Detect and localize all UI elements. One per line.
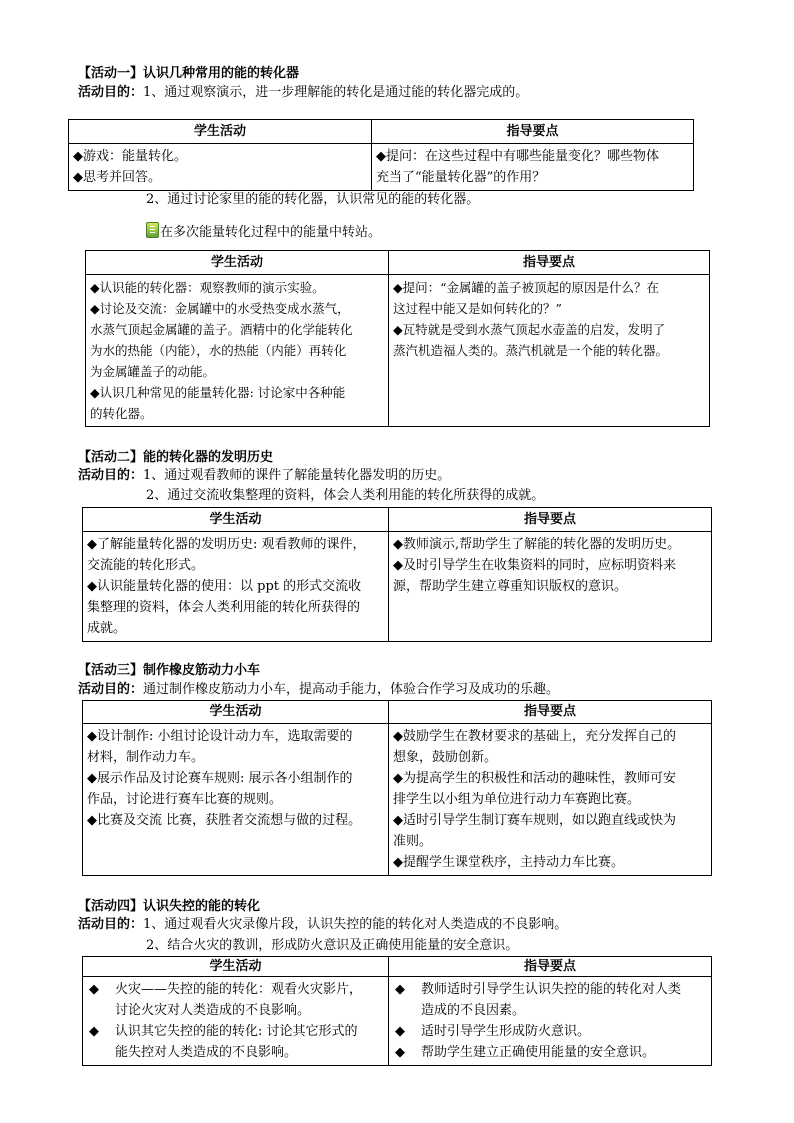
guide-points-cell	[389, 275, 710, 427]
activity2-purpose	[78, 467, 450, 484]
guide-points-cell	[389, 724, 712, 876]
activity3-table	[82, 700, 712, 876]
cell-line: ◆鼓励学生在教材要求的基础上，充分发挥自己的	[393, 729, 676, 744]
cell-line: ◆适时引导学生制订赛车规则，如以跑直线或快为	[393, 813, 676, 828]
cell-line: 想象，鼓励创新。	[393, 750, 498, 765]
cell-line: ◆及时引导学生在收集资料的同时，应标明资料来	[393, 558, 676, 573]
student-activity-cell	[69, 144, 372, 191]
activity4-purpose2: 2、结合火灾的教训，形成防火意识及正确使用能量的安全意识。	[146, 938, 519, 953]
col-header-guide: 指导要点	[389, 251, 710, 275]
purpose-label: 活动目的：	[78, 917, 144, 932]
cell-line: 集整理的资料，体会人类利用能的转化所获得的	[87, 600, 361, 615]
activity3-purpose	[78, 681, 559, 698]
purpose-text: 1、通过观察演示，进一步理解能的转化是通过能的转化器完成的。	[143, 85, 529, 100]
col-header-guide: 指导要点	[389, 957, 712, 977]
cell-line: ◆提问：“金属罐的盖子被顶起的原因是什么？在	[393, 280, 660, 295]
cell-line: ◆认识能的转化器：观察教师的演示实验。	[90, 280, 325, 295]
cell-line: ◆设计制作: 小组讨论设计动力车，选取需要的	[87, 729, 353, 744]
cell-line: 作品，讨论进行赛车比赛的规则。	[87, 792, 283, 807]
cell-line: ◆认识能量转化器的使用：以 ppt 的形式交流收	[87, 579, 362, 594]
activity1-purpose2: 2、通过讨论家里的能的转化器，认识常见的能的转化器。	[146, 192, 480, 207]
guide-points-cell	[389, 532, 712, 642]
activity2-table	[82, 507, 712, 642]
cell-line: 的转化器。	[90, 406, 153, 421]
student-activity-cell	[83, 977, 389, 1066]
cell-line: 成就。	[87, 621, 127, 636]
list-item	[87, 979, 384, 1000]
col-header-student: 学生活动	[83, 701, 389, 724]
activity3-heading: 【活动三】制作橡皮筋动力小车	[78, 663, 261, 678]
bullet-diamond-icon: ◆	[395, 982, 405, 997]
bullet-diamond-icon: ◆	[395, 1024, 405, 1039]
cell-line: 源，帮助学生建立尊重知识版权的意识。	[393, 579, 628, 594]
cell-line: ◆比赛及交流 比赛，获胜者交流想与做的过程。	[87, 813, 362, 828]
cell-line: ◆认识几种常见的能量转化器: 讨论家中各种能	[90, 385, 346, 400]
item-continuation: 造成的不良因素。	[421, 1003, 526, 1018]
item-continuation: 能失控对人类造成的不良影响。	[115, 1045, 298, 1060]
col-header-guide: 指导要点	[372, 120, 694, 144]
activity1-table2	[85, 250, 710, 427]
cell-line: ◆提醒学生课堂秩序，主持动力车比赛。	[393, 855, 624, 870]
cell-line: ◆教师演示,帮助学生了解能的转化器的发明历史。	[393, 537, 681, 552]
cell-line: ◆讨论及交流：金属罐中的水受热变成水蒸气，	[90, 301, 350, 316]
guide-points-cell	[372, 144, 694, 191]
list-item	[393, 979, 707, 1000]
cell-line: 为水的热能（内能），水的热能（内能）再转化	[90, 343, 347, 358]
cell-line: 交流能的转化形式。	[87, 558, 205, 573]
cell-line: 蒸汽机造福人类的。蒸汽机就是一个能的转化器。	[393, 343, 669, 358]
item-text: 火灾——失控的能的转化：观看火灾影片，	[115, 982, 363, 997]
cell-line: ◆为提高学生的积极性和活动的趣味性，教师可安	[393, 771, 676, 786]
list-item	[393, 1021, 707, 1042]
col-header-guide: 指导要点	[389, 701, 712, 724]
col-header-student: 学生活动	[83, 508, 389, 532]
activity2-heading: 【活动二】能的转化器的发明历史	[78, 450, 274, 465]
cell-line: ◆提问：在这些过程中有哪些能量变化？哪些物体	[376, 149, 659, 164]
col-header-student: 学生活动	[83, 957, 389, 977]
cell-line: 材料，制作动力车。	[87, 750, 205, 765]
item-text: 适时引导学生形成防火意识。	[421, 1024, 591, 1039]
cell-line: 这过程中能又是如何转化的？”	[393, 301, 562, 316]
item-text: 教师适时引导学生认识失控的能的转化对人类	[421, 982, 682, 997]
cell-line: ◆展示作品及讨论赛车规则: 展示各小组制作的	[87, 771, 353, 786]
purpose-text: 1、通过观看教师的课件了解能量转化器发明的历史。	[143, 468, 451, 483]
activity4-heading: 【活动四】认识失控的能的转化	[78, 899, 261, 914]
item-continuation: 讨论火灾对人类造成的不良影响。	[115, 1003, 311, 1018]
cell-line: ◆思考并回答。	[73, 170, 161, 185]
student-activity-cell	[83, 724, 389, 876]
activity1-note	[146, 222, 381, 241]
bullet-diamond-icon: ◆	[89, 1024, 99, 1039]
list-item	[87, 1021, 384, 1042]
col-header-student: 学生活动	[69, 120, 372, 144]
purpose-label: 活动目的：	[78, 468, 144, 483]
item-text: 帮助学生建立正确使用能量的安全意识。	[421, 1045, 656, 1060]
bullet-diamond-icon: ◆	[89, 982, 99, 997]
note-icon	[146, 222, 159, 238]
cell-line: 为金属罐盖子的动能。	[90, 364, 216, 379]
cell-line: 准则。	[393, 834, 433, 849]
purpose-text: 通过制作橡皮筋动力小车，提高动手能力，体验合作学习及成功的乐趣。	[143, 682, 560, 697]
activity2-purpose2: 2、通过交流收集整理的资料，体会人类利用能的转化所获得的成就。	[146, 488, 545, 503]
activity1-table1	[68, 119, 694, 191]
cell-line: 水蒸气顶起金属罐的盖子。酒精中的化学能转化	[90, 322, 353, 337]
note-text: 在多次能量转化过程中的能量中转站。	[160, 225, 382, 240]
cell-line: 排学生以小组为单位进行动力车赛跑比赛。	[393, 792, 641, 807]
cell-line: 充当了“能量转化器”的作用？	[376, 170, 546, 185]
guide-points-cell	[389, 977, 712, 1066]
bullet-diamond-icon: ◆	[395, 1045, 405, 1060]
activity4-table	[82, 956, 712, 1066]
col-header-student: 学生活动	[86, 251, 389, 275]
purpose-label: 活动目的：	[78, 85, 144, 100]
list-item	[393, 1042, 707, 1063]
student-activity-cell	[86, 275, 389, 427]
student-activity-cell	[83, 532, 389, 642]
cell-line: ◆游戏：能量转化。	[73, 149, 187, 164]
cell-line: ◆了解能量转化器的发明历史: 观看教师的课件，	[87, 537, 366, 552]
activity1-purpose	[78, 84, 528, 101]
activity4-purpose	[78, 916, 567, 933]
purpose-text: 1、通过观看火灾录像片段，认识失控的能的转化对人类造成的不良影响。	[143, 917, 568, 932]
activity1-heading: 【活动一】认识几种常用的能的转化器	[78, 66, 300, 81]
purpose-label: 活动目的：	[78, 682, 144, 697]
col-header-guide: 指导要点	[389, 508, 712, 532]
cell-line: ◆瓦特就是受到水蒸气顶起水壶盖的启发，发明了	[393, 322, 666, 337]
item-text: 认识其它失控的能的转化: 讨论其它形式的	[115, 1024, 358, 1039]
